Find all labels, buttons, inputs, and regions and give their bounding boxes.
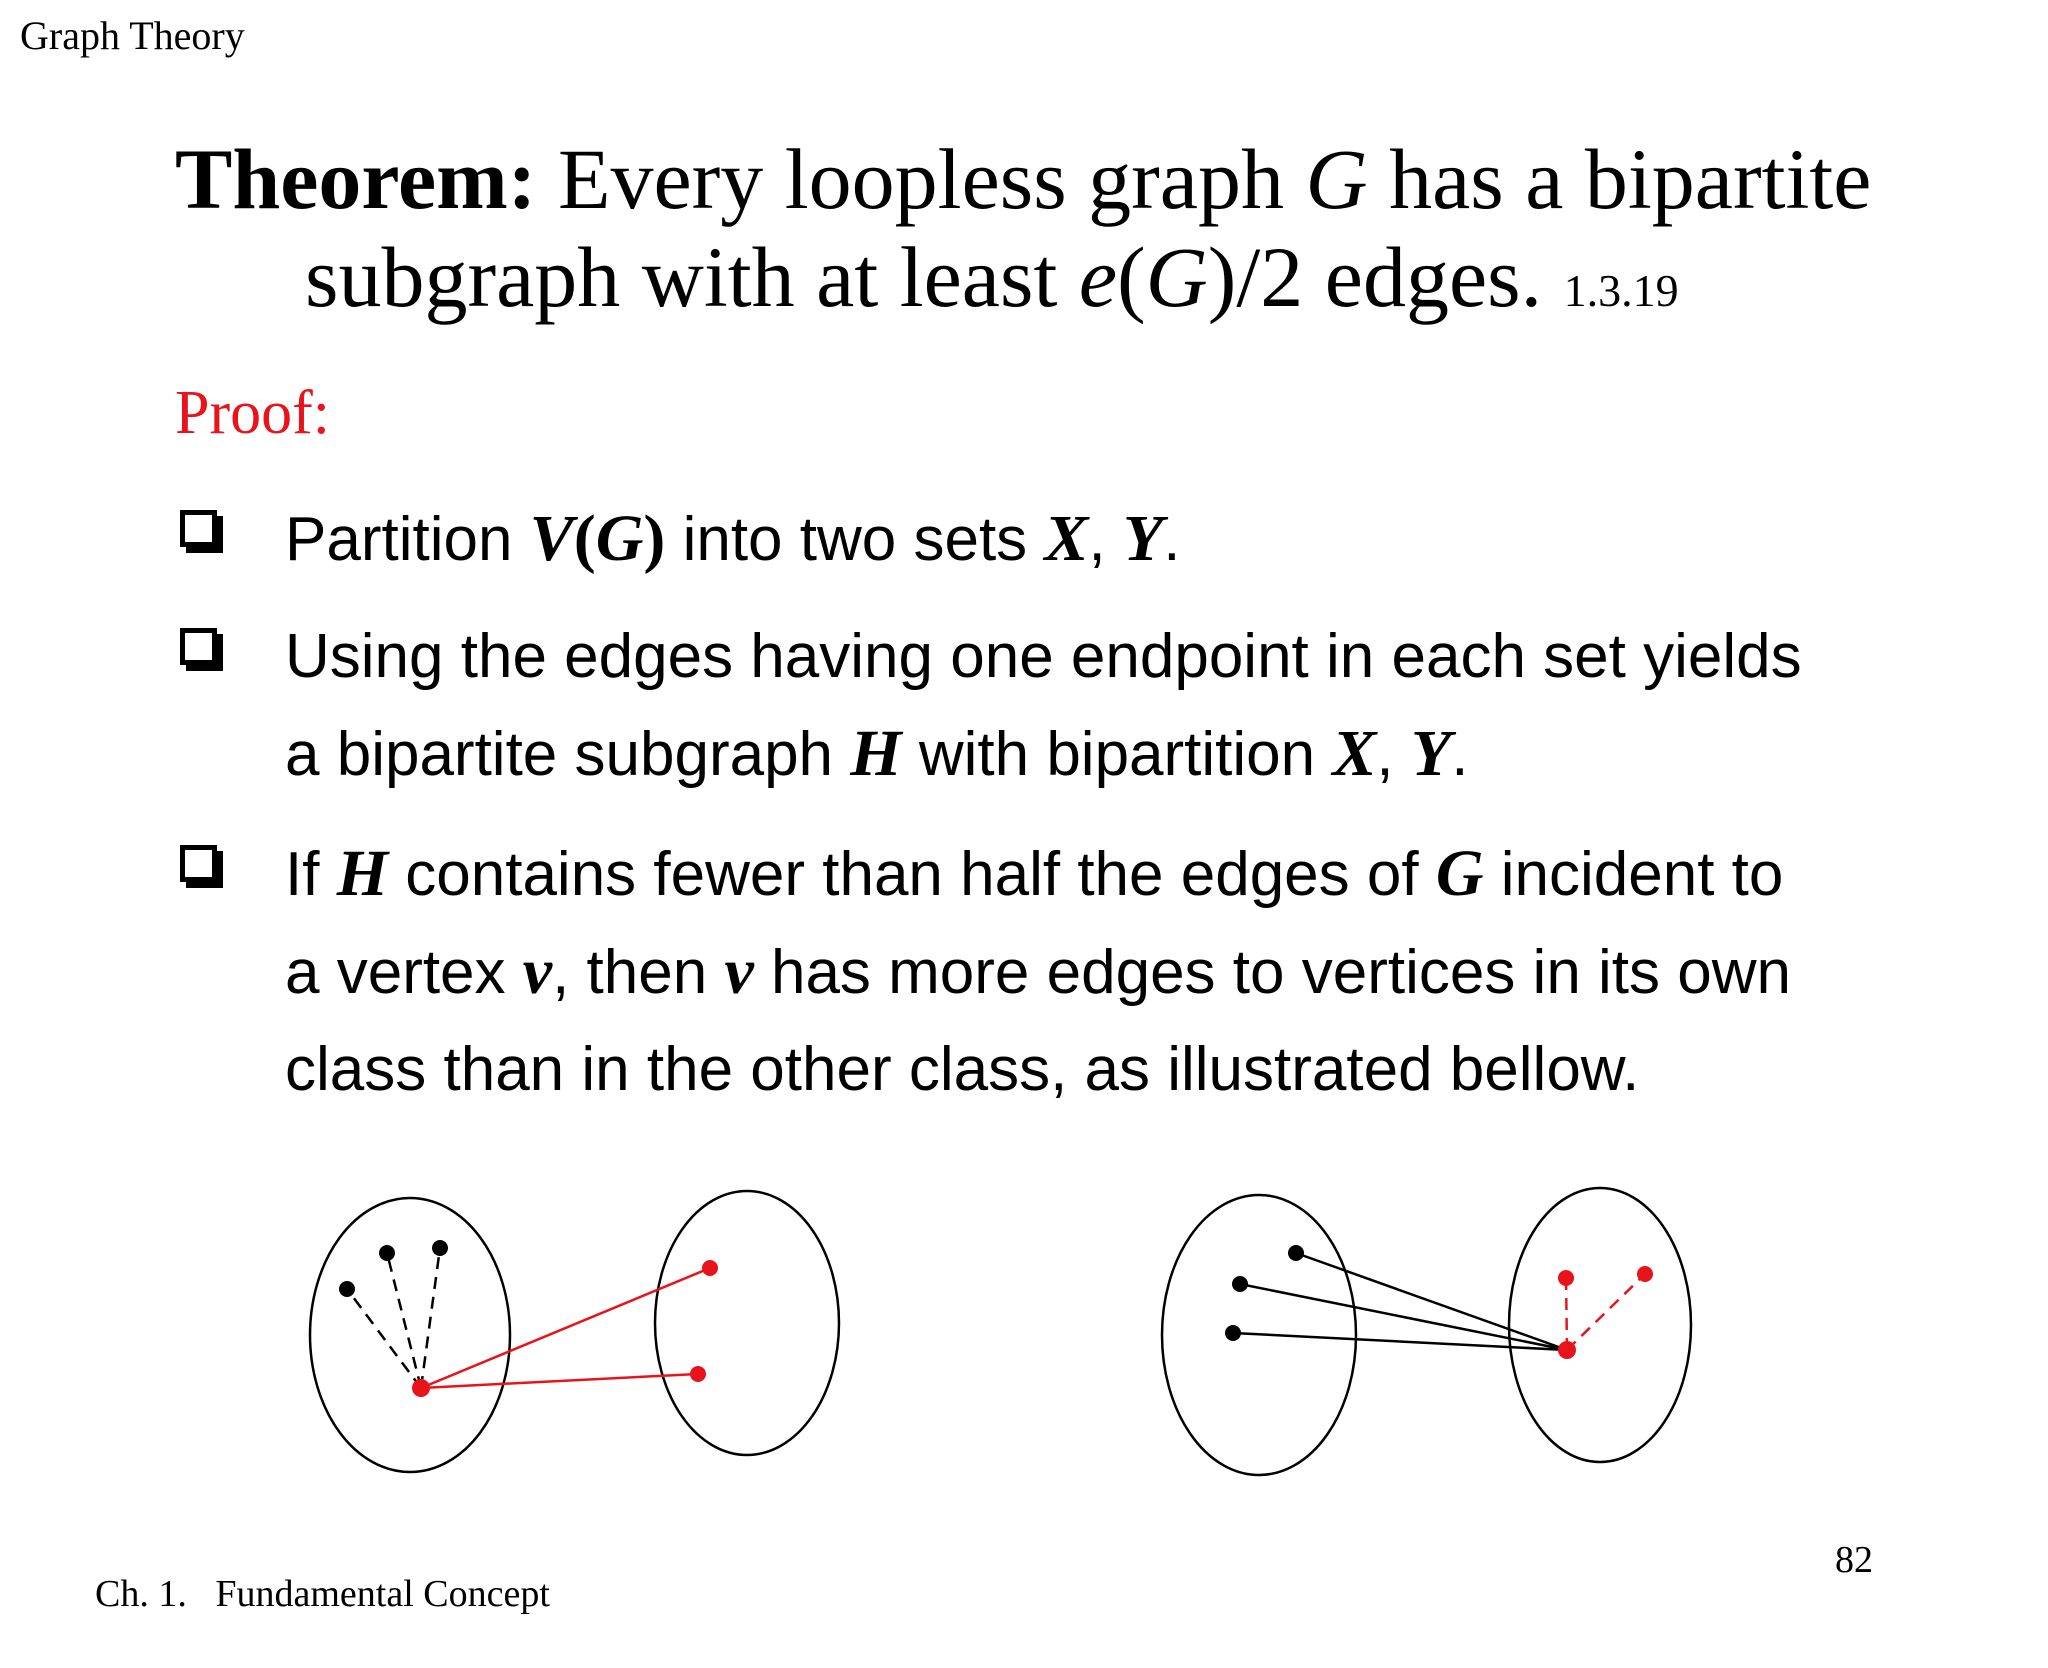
left-set-y-ellipse bbox=[655, 1191, 839, 1455]
chapter-footer: Ch. 1. Fundamental Concept bbox=[95, 1573, 550, 1615]
black-cross-edge bbox=[1233, 1333, 1567, 1350]
vertex bbox=[1288, 1245, 1304, 1261]
vertex bbox=[432, 1240, 448, 1256]
theorem-reference: 1.3.19 bbox=[1563, 265, 1679, 316]
right-diagram bbox=[1162, 1188, 1691, 1475]
vertex bbox=[1558, 1270, 1574, 1286]
right-set-y-ellipse bbox=[1509, 1188, 1691, 1462]
vertex bbox=[1225, 1325, 1241, 1341]
red-dashed-edge bbox=[1566, 1278, 1567, 1350]
black-cross-edge bbox=[1296, 1253, 1567, 1350]
vertex bbox=[702, 1260, 718, 1276]
bullet-text-line-3: class than in the other class, as illustrated bellow. bbox=[285, 1035, 1640, 1104]
theorem-var-e: e bbox=[1078, 229, 1118, 325]
bullet-text-line-2: a bipartite subgraph H with bipartition X, Y. bbox=[285, 717, 1469, 790]
proof-label: Proof: bbox=[175, 379, 330, 447]
vertex bbox=[1232, 1276, 1248, 1292]
left-set-x-ellipse bbox=[310, 1198, 510, 1472]
theorem-var-g: G bbox=[1305, 131, 1368, 227]
bullet-text: Partition V(G) into two sets X, Y. bbox=[285, 502, 1181, 575]
bullet-text-line-2: a vertex v, then v has more edges to vertices in its own bbox=[285, 935, 1791, 1008]
theorem-text: has a bipartite bbox=[1367, 131, 1872, 227]
theorem-text: subgraph with at least bbox=[305, 229, 1079, 325]
bullet-text: Using the edges having one endpoint in each set yields bbox=[285, 622, 1802, 691]
dashed-edge bbox=[347, 1289, 421, 1388]
page-number: 82 bbox=[1835, 1539, 1873, 1581]
theorem-var-g: G bbox=[1145, 229, 1208, 325]
left-diagram bbox=[310, 1191, 839, 1472]
vertex bbox=[339, 1281, 355, 1297]
theorem-text: )/2 edges. bbox=[1207, 229, 1564, 325]
dashed-edge bbox=[421, 1248, 440, 1388]
vertex-v bbox=[1558, 1341, 1576, 1359]
vertex-v bbox=[412, 1379, 430, 1397]
red-cross-edge bbox=[421, 1374, 698, 1388]
vertex bbox=[1637, 1266, 1653, 1282]
red-cross-edge bbox=[421, 1268, 710, 1388]
course-header: Graph Theory bbox=[20, 13, 245, 58]
theorem-label: Theorem: bbox=[175, 131, 537, 227]
vertex bbox=[379, 1245, 395, 1261]
vertex bbox=[690, 1366, 706, 1382]
theorem-text: Every loopless graph bbox=[536, 131, 1306, 227]
dashed-edge bbox=[387, 1253, 421, 1388]
theorem-text: ( bbox=[1117, 229, 1146, 325]
red-dashed-edge bbox=[1567, 1274, 1645, 1350]
black-cross-edge bbox=[1240, 1284, 1567, 1350]
bullet-text: If H contains fewer than half the edges of G incident to bbox=[285, 837, 1784, 910]
